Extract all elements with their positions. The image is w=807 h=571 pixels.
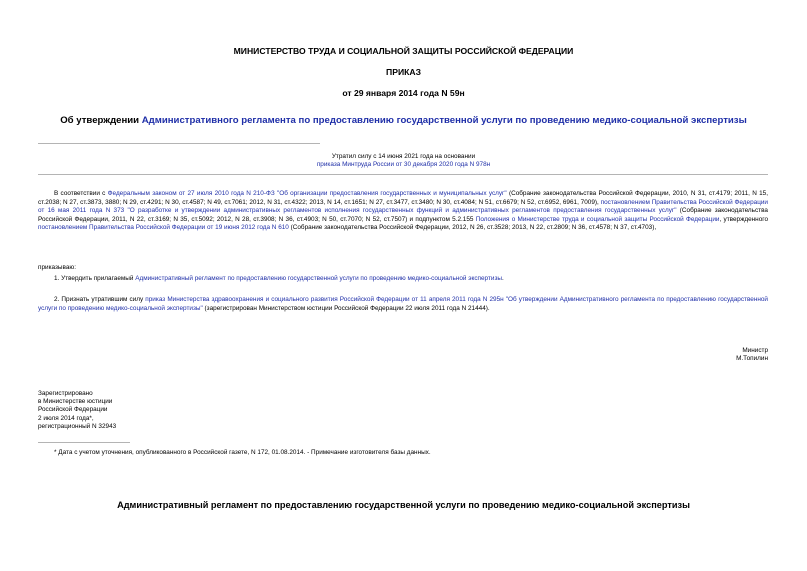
doc-subject bbox=[0, 115, 807, 126]
subject-regulation-link[interactable]: Административного регламента по предоставлению государственной услуги по проведению медико-социальной экспертизы bbox=[141, 115, 747, 126]
footnote: * Дата с учетом уточнения, опубликованного в Российской газете, N 172, 01.08.2014. - Примечание изготовителя базы данных. bbox=[54, 449, 431, 456]
registration-line-3: Российской Федерации bbox=[38, 406, 108, 414]
doc-date-number: от 29 января 2014 года N 59н bbox=[342, 88, 465, 98]
preamble-text-2: (Собрание законодательства Российской Федерации, 2010, N 31, ст.4179; 2011, N 15, ст.2038; N 27, ст.3873, 3880; N 29, ст.4291; N 30, ст.4587; N 49, ст.7061; 2012, N 31, ст.4322; 2013, N 14, ст.1651; N 27, ст.3477, ст.3480; N 30, ст.4084; N 51, ст.6679; N 52, ст.6952, 6961, 7009), bbox=[38, 190, 768, 206]
government-decree-373-link[interactable]: постановлением Правительства Российской Федерации от 16 мая 2011 года N 373 "О разработке и утверждении административных регламентов исполнения государственных функций и административных регламентов предоставления государственных услуг" bbox=[38, 198, 768, 215]
subject-prefix: Об утверждении bbox=[60, 115, 142, 126]
registration-block bbox=[38, 390, 238, 431]
annex-title: Административный регламент по предоставлению государственной услуги по проведению медико-социальной экспертизы bbox=[117, 500, 690, 510]
item-2-text: 2. Признать утратившим силу bbox=[54, 296, 146, 303]
repealed-order-295n-link[interactable]: приказ Министерства здравоохранения и социального развития Российской Федерации от 11 апреля 2011 года N 295н "Об утверждении Административного регламента по предоставлению государственной услуги по проведению медико-социальной экспертизы" bbox=[38, 296, 769, 312]
approved-regulation-link[interactable]: Административный регламент по предоставлению государственной услуги по проведению медико-социальной экспертизы bbox=[135, 275, 502, 282]
order-item-2 bbox=[38, 296, 768, 313]
status-repeal-link[interactable]: приказа Минтруда России от 30 декабря 2020 года N 978н bbox=[316, 161, 491, 169]
divider-short bbox=[38, 143, 320, 144]
preamble-paragraph bbox=[38, 190, 768, 233]
item-1-text: 1. Утвердить прилагаемый bbox=[54, 275, 136, 282]
status-line: Утратил силу с 14 июня 2021 года на основании bbox=[331, 153, 476, 160]
status-note bbox=[0, 153, 807, 169]
preamble-text-5: (Собрание законодательства Российской Федерации, 2012, N 26, ст.3528; 2013, N 22, ст.2809; N 36, ст.4578; N 37, ст.4703), bbox=[288, 224, 657, 232]
ministry-heading: МИНИСТЕРСТВО ТРУДА И СОЦИАЛЬНОЙ ЗАЩИТЫ РОССИЙСКОЙ ФЕДЕРАЦИИ bbox=[233, 46, 574, 56]
divider-full bbox=[38, 174, 768, 175]
signature-block bbox=[600, 347, 768, 363]
item-1-end: . bbox=[502, 275, 504, 282]
preamble-text-3: (Собрание законодательства Российской Федерации, 2011, N 22, ст.3169; N 35, ст.5092; 2012, N 28, ст.3908; N 36, ст.4903; N 50, ст.7070; N 52, ст.7507) и подпунктом 5.2.155 bbox=[38, 207, 768, 223]
signatory-position: Министр bbox=[742, 347, 768, 354]
order-item-1 bbox=[38, 275, 768, 284]
registration-line-2: в Министерстве юстиции bbox=[38, 398, 113, 406]
federal-law-210-link[interactable]: Федеральным законом от 27 июля 2010 года N 210-ФЗ "Об организации предоставления государственных и муниципальных услуг" bbox=[107, 190, 507, 197]
order-word: приказываю: bbox=[38, 264, 76, 271]
doc-type: ПРИКАЗ bbox=[386, 67, 421, 77]
registration-line-5: регистрационный N 32943 bbox=[38, 422, 117, 430]
preamble-text-4: , утвержденного bbox=[719, 215, 769, 223]
preamble-text-1: В соответствии с bbox=[54, 190, 108, 197]
signatory-name: М.Топилин bbox=[736, 355, 768, 363]
registration-line-1: Зарегистрировано bbox=[38, 390, 93, 397]
item-2-end: (зарегистрирован Министерством юстиции Российской Федерации 22 июля 2011 года N 21444). bbox=[202, 304, 490, 312]
government-decree-610-link[interactable]: постановлением Правительства Российской Федерации от 19 июня 2012 года N 610 bbox=[38, 224, 289, 232]
registration-line-4: 2 июля 2014 года*, bbox=[38, 414, 94, 422]
ministry-regulation-link[interactable]: Положения о Министерстве труда и социальной защиты Российской Федерации bbox=[475, 215, 720, 223]
footnote-divider bbox=[38, 442, 130, 443]
